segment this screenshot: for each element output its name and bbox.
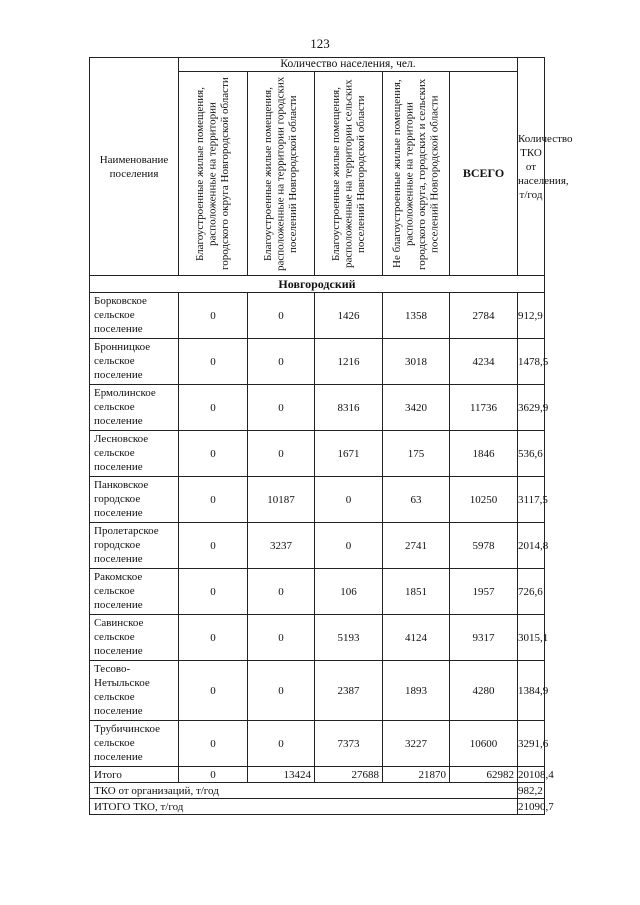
settlement-name: Ермолинское сельское поселение [90, 385, 179, 431]
settlement-name: Тесово-Нетыльское сельское поселение [90, 661, 179, 721]
org-tko-value: 982,2 [518, 784, 543, 797]
page-number: 123 [310, 36, 330, 51]
value-total: 10600 [450, 721, 518, 767]
region-header: Новгородский [90, 276, 545, 293]
value-c3: 0 [315, 523, 383, 569]
value-c1: 0 [179, 477, 248, 523]
settlement-name: Лесновское сельское поселение [90, 431, 179, 477]
value-c4: 2741 [383, 523, 450, 569]
itogo-c1: 0 [179, 767, 248, 783]
table-row [90, 523, 545, 569]
tko-header: Количество ТКО от населения, т/год [518, 58, 545, 276]
column-header-1: Благоустроенные жилые помещения, расположенные на территории городского округа Новгородской области [179, 72, 248, 276]
table-row [90, 385, 545, 431]
settlement-name: Савинское сельское поселение [90, 615, 179, 661]
value-c2: 0 [248, 661, 315, 721]
value-tko: 3117,5 [518, 477, 545, 523]
value-c4: 1893 [383, 661, 450, 721]
itogo-c3: 27688 [315, 767, 383, 783]
value-c3: 0 [315, 477, 383, 523]
value-total: 1957 [450, 569, 518, 615]
value-c2: 10187 [248, 477, 315, 523]
settlement-name: Бронницкое сельское поселение [90, 339, 179, 385]
value-c4: 1851 [383, 569, 450, 615]
value-c2: 0 [248, 385, 315, 431]
value-tko: 726,6 [518, 569, 545, 615]
value-c3: 7373 [315, 721, 383, 767]
itogo-tko: 20108,4 [518, 768, 554, 781]
value-total: 10250 [450, 477, 518, 523]
table-row [90, 569, 545, 615]
grand-tko-value: 21090,7 [518, 800, 554, 813]
value-c3: 1671 [315, 431, 383, 477]
value-tko: 3015,1 [518, 615, 545, 661]
value-c2: 0 [248, 339, 315, 385]
value-c3: 2387 [315, 661, 383, 721]
population-group-header: Количество населения, чел. [179, 58, 518, 72]
value-tko: 3291,6 [518, 721, 545, 767]
column-header-4: Не благоустроенные жилые помещения, расположенные на территории городского округа, городских и сельских поселений Новгородской области [383, 72, 450, 276]
table-row [90, 431, 545, 477]
value-total: 9317 [450, 615, 518, 661]
settlement-name-header: Наименование поселения [90, 58, 179, 276]
value-c3: 8316 [315, 385, 383, 431]
settlement-name: Ракомское сельское поселение [90, 569, 179, 615]
value-c1: 0 [179, 721, 248, 767]
value-c1: 0 [179, 569, 248, 615]
itogo-total: 62982 [450, 767, 518, 783]
value-c1: 0 [179, 523, 248, 569]
itogo-c2: 13424 [248, 767, 315, 783]
value-c4: 4124 [383, 615, 450, 661]
org-tko-label: ТКО от организаций, т/год [90, 783, 518, 799]
value-total: 1846 [450, 431, 518, 477]
value-tko: 1384,9 [518, 661, 545, 721]
value-c3: 5193 [315, 615, 383, 661]
column-header-3: Благоустроенные жилые помещения, расположенные на территории сельских поселений Новгородской области [315, 72, 383, 276]
value-c3: 1426 [315, 293, 383, 339]
itogo-label: Итого [90, 767, 179, 783]
settlement-name: Борковское сельское поселение [90, 293, 179, 339]
settlement-name: Панковское городское поселение [90, 477, 179, 523]
grand-tko-label: ИТОГО ТКО, т/год [90, 799, 518, 815]
value-c2: 0 [248, 431, 315, 477]
value-tko: 1478,5 [518, 339, 545, 385]
table-row [90, 721, 545, 767]
table-row [90, 477, 545, 523]
table-row [90, 293, 545, 339]
value-c1: 0 [179, 661, 248, 721]
value-c4: 1358 [383, 293, 450, 339]
value-tko: 3629,9 [518, 385, 545, 431]
table-row [90, 615, 545, 661]
value-total: 2784 [450, 293, 518, 339]
value-total: 4234 [450, 339, 518, 385]
value-total: 5978 [450, 523, 518, 569]
value-c3: 1216 [315, 339, 383, 385]
value-tko: 2014,8 [518, 523, 545, 569]
value-c4: 3227 [383, 721, 450, 767]
value-c4: 63 [383, 477, 450, 523]
value-total: 11736 [450, 385, 518, 431]
settlement-name: Пролетарское городское поселение [90, 523, 179, 569]
value-c1: 0 [179, 339, 248, 385]
value-total: 4280 [450, 661, 518, 721]
total-header: ВСЕГО [450, 72, 518, 276]
column-header-2: Благоустроенные жилые помещения, расположенные на территории городских поселений Новгородской области [248, 72, 315, 276]
value-tko: 536,6 [518, 431, 545, 477]
value-c4: 3420 [383, 385, 450, 431]
table-row [90, 661, 545, 721]
settlement-name: Трубичинское сельское поселение [90, 721, 179, 767]
value-c2: 0 [248, 615, 315, 661]
value-c4: 3018 [383, 339, 450, 385]
population-waste-table [89, 57, 573, 815]
value-c2: 0 [248, 721, 315, 767]
value-c1: 0 [179, 385, 248, 431]
itogo-c4: 21870 [383, 767, 450, 783]
value-c2: 0 [248, 293, 315, 339]
value-tko: 912,9 [518, 293, 545, 339]
value-c1: 0 [179, 293, 248, 339]
value-c1: 0 [179, 431, 248, 477]
value-c2: 0 [248, 569, 315, 615]
value-c2: 3237 [248, 523, 315, 569]
value-c3: 106 [315, 569, 383, 615]
value-c4: 175 [383, 431, 450, 477]
table-row [90, 339, 545, 385]
value-c1: 0 [179, 615, 248, 661]
